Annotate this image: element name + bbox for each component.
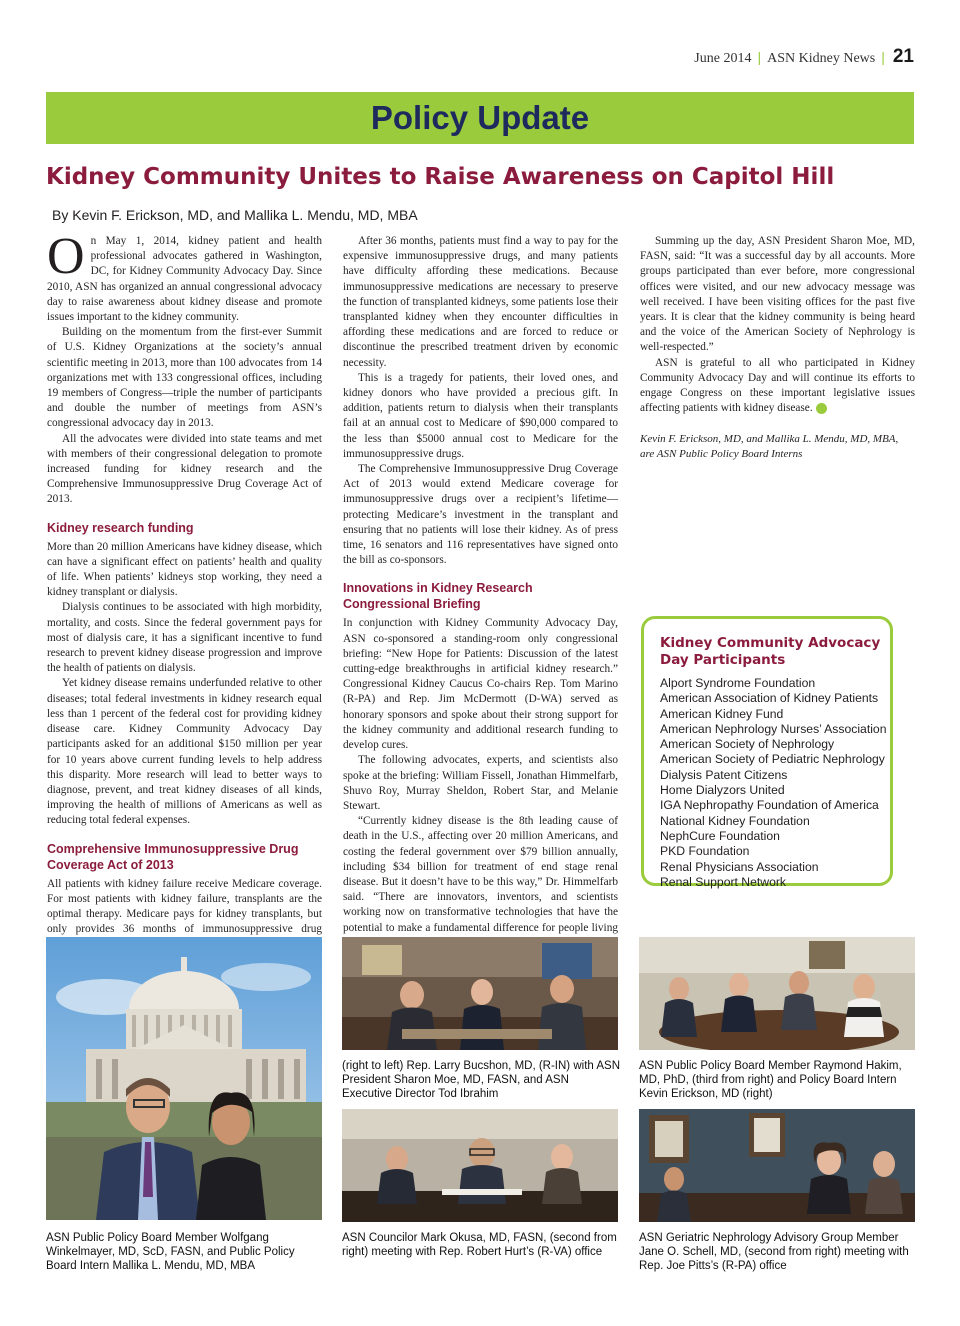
meeting3-caption: ASN Councilor Mark Okusa, MD, FASN, (second from right) meeting with Rep. Robert Hurt’s (R-VA) office <box>342 1232 617 1258</box>
participants-list <box>660 676 890 890</box>
list-item: Home Dialyzors United <box>660 783 785 798</box>
list-item: Renal Support Network <box>660 874 786 889</box>
header-separator: | <box>757 49 762 65</box>
list-item: Dialysis Patent Citizens <box>660 767 788 782</box>
article-column-2 <box>343 234 618 966</box>
meeting-photo-okusa <box>342 1109 618 1222</box>
paragraph: “Currently kidney disease is the 8th leading cause of death in the U.S., affecting over 20 million Americans, and costing the federal government over $79 billion annually, including $34 billion for treatment of end stage renal disease. But it doesn’t have to be this way,” Dr. Himmelfarb said. “There are innovators, inventors, and scientists working now on transformative technologies that have the potential to make a fundamental difference for people living <box>343 815 618 934</box>
paragraph: Yet kidney disease remains underfunded relative to other diseases; total federal investments in kidney research equal less than 1 percent of the federal cost for providing kidney disease care. Kidney Community Advocacy Day participants asked for an additional $150 million per year for 10 years above current funding levels to help address this disparity. More research will lead to better ways to diagnose, prevent, and treat kidney diseases of all kinds, improving the health of millions of Americans as well as reducing total federal expenses. <box>47 677 322 827</box>
publication-name: ASN Kidney News <box>767 51 876 66</box>
sidebar-title: Kidney Community Advocacy Day Participants <box>660 635 881 668</box>
paragraph: All the advocates were divided into state teams and met with members of their congressional delegation to promote increased funding for kidney research and the Comprehensive Immunosuppressive Drug Coverage Act of 2013. <box>47 432 322 506</box>
paragraph <box>640 356 915 417</box>
drop-cap: O <box>47 228 85 285</box>
capitol-photo-caption: ASN Public Policy Board Member Wolfgang Winkelmayer, MD, ScD, FASN, and Public Policy Board Intern Mallika L. Mendu, MD, MBA <box>46 1232 295 1272</box>
article-headline: Kidney Community Unites to Raise Awareness on Capitol Hill <box>46 164 835 190</box>
meeting-photo-bucshon <box>342 937 618 1050</box>
meeting2-caption: ASN Public Policy Board Member Raymond Hakim, MD, PhD, (third from right) and Policy Board Intern Kevin Erickson, MD (right) <box>639 1060 902 1100</box>
page-number: 21 <box>892 46 914 67</box>
list-item: American Kidney Fund <box>660 706 784 721</box>
paragraph: This is a tragedy for patients, their loved ones, and kidney donors who have provided a precious gift. In addition, patients return to dialysis when their transplants fail at an annual cost to Medicare of $90,000 compared to the less than $5000 annual cost to Medicare for the immunosuppressive drugs. <box>343 371 618 460</box>
subhead-congressional-briefing: Innovations in Kidney Research Congressional Briefing <box>343 581 533 612</box>
list-item: American Nephrology Nurses’ Association <box>660 721 887 736</box>
intro-text: n May 1, 2014, kidney patient and health professional advocates gathered in Washington, DC, for Kidney Community Advocacy Day. Since 2010, ASN has organized an annual congressional advocacy day to raise awareness about kidney disease and promote issues important to the kidney community. <box>47 235 322 324</box>
list-item: Renal Physicians Association <box>660 859 819 874</box>
list-item: PKD Foundation <box>660 844 750 859</box>
paragraph: The following advocates, experts, and scientists also spoke at the briefing: William Fissell, Jonathan Himmelfarb, Shuvo Roy, Murray Sheldon, Robert Star, and Melanie Stewart. <box>343 754 618 812</box>
paragraph: Dialysis continues to be associated with high morbidity, mortality, and costs. Since the federal government pays for most of dialysis care, it has a significant incentive to fund research to prevent kidney disease progression and improve the health of patients on dialysis. <box>47 601 322 675</box>
end-mark-icon <box>816 403 827 414</box>
subhead-drug-coverage-act: Comprehensive Immunosuppressive Drug Coverage Act of 2013 <box>47 841 299 872</box>
participants-sidebar <box>641 616 893 889</box>
list-item: American Society of Nephrology <box>660 737 835 752</box>
list-item: NephCure Foundation <box>660 828 780 843</box>
list-item: IGA Nephropathy Foundation of America <box>660 798 879 813</box>
author-note: Kevin F. Erickson, MD, and Mallika L. Mendu, MD, MBA, are ASN Public Policy Board Interns <box>640 433 899 460</box>
paragraph: In conjunction with Kidney Community Advocacy Day, ASN co-sponsored a standing-room only congressional briefing: “New Hope for Patients: Discussion of the latest cutting-edge breakthroughs in artificial kidney research.” Congressional Kidney Caucus Co-chairs Rep. Tom Marino (R-PA) and Rep. Jim McDermott (D-WA) served as honorary sponsors and spoke about their strong support for the kidney community and additional research funding to develop cures. <box>343 617 618 752</box>
meeting-photo-schell <box>639 1109 915 1222</box>
meeting-photo-hakim <box>639 937 915 1050</box>
list-item: American Society of Pediatric Nephrology <box>660 752 885 767</box>
page-header <box>694 46 914 68</box>
closing-text: ASN is grateful to all who participated in Kidney Community Advocacy Day and will continue its efforts to engage Congress on these important legislative issues affecting patients with kidney disease. <box>640 356 915 415</box>
article-column-3 <box>640 234 915 461</box>
meeting4-caption: ASN Geriatric Nephrology Advisory Group Member Jane O. Schell, MD, (second from right) meeting with Rep. Joe Pitts’s (R-PA) office <box>639 1232 909 1272</box>
paragraph: The Comprehensive Immunosuppressive Drug Coverage Act of 2013 would extend Medicare coverage for immunosuppressive drugs over a recipient’s lifetime—protecting Medicare’s investment in the transplant and ensuring that no patients will lose their kidney. As of press time, 16 senators and 116 representatives have signed onto the bill as co-sponsors. <box>343 463 618 567</box>
paragraph: More than 20 million Americans have kidney disease, which can have a significant effect on patients’ health and quality of life. When patients’ kidneys stop working, they need a kidney transplant or dialysis. <box>47 540 322 599</box>
section-title: Policy Update <box>370 99 590 136</box>
section-banner <box>46 92 914 144</box>
article-column-1 <box>47 228 322 968</box>
issue-date: June 2014 <box>694 51 752 66</box>
intro-paragraph <box>47 228 322 325</box>
paragraph: After 36 months, patients must find a way to pay for the expensive immunosuppressive drugs, and many patients have difficulty affording these medications. Because immunosuppressive medications are necessary to preserve the function of transplanted kidneys, some patients lose their transplanted kidney when they encounter difficulties in affording these medications and are forced to reduce or discontinue the prescribed treatment driven by economic necessity. <box>343 235 618 369</box>
paragraph: Building on the momentum from the first-ever Summit of U.S. Kidney Organizations at the society’s annual scientific meeting in 2013, more than 100 advocates from 14 organizations met with 133 congressional offices, including 19 members of Congress—triple the number of participants and double the number of meetings from ASN’s congressional advocacy day in 2013. <box>47 326 322 430</box>
subhead-research-funding: Kidney research funding <box>47 520 194 535</box>
meeting1-caption: (right to left) Rep. Larry Bucshon, MD, (R-IN) with ASN President Sharon Moe, MD, FASN, and ASN Executive Director Tod Ibrahim <box>342 1060 620 1100</box>
article-byline: By Kevin F. Erickson, MD, and Mallika L. Mendu, MD, MBA <box>52 207 418 223</box>
capitol-photo <box>46 937 322 1220</box>
list-item: National Kidney Foundation <box>660 813 810 828</box>
header-separator: | <box>881 49 885 65</box>
paragraph: All patients with kidney failure receive Medicare coverage. For most patients with kidney failure, transplants are the optimal therapy. Medicare pays for kidney transplants, but only provides 36 months of immunosuppressive drug <box>47 877 322 936</box>
list-item: Alport Syndrome Foundation <box>660 676 816 690</box>
paragraph: Summing up the day, ASN President Sharon Moe, MD, FASN, said: “It was a successful day by all accounts. More groups participated than ever before, more congressional offices were visited, and our new advocacy message was well received. I have been visiting offices for the past five years. It is clear that the kidney community is being heard and the voice of the American Society of Nephrology is well-respected.” <box>640 235 915 354</box>
list-item: American Association of Kidney Patients <box>660 691 879 706</box>
